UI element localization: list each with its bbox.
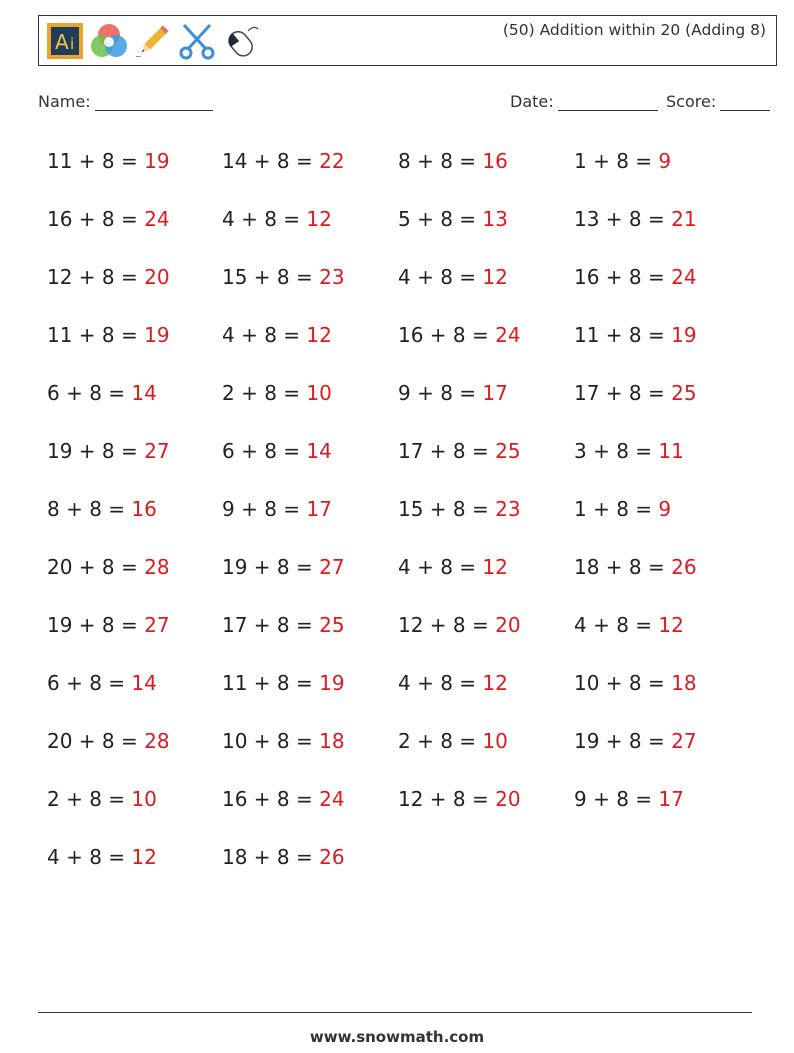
name-label: Name:	[38, 92, 91, 111]
problem-item	[398, 613, 521, 637]
problem-answer: 16	[482, 149, 508, 173]
problem-answer: 17	[482, 381, 508, 405]
problem-question: 4 + 8 =	[574, 613, 659, 637]
problem-item	[47, 207, 170, 231]
problem-answer: 12	[306, 207, 332, 231]
score-line[interactable]	[720, 92, 770, 111]
problem-question: 17 + 8 =	[574, 381, 672, 405]
problem-question: 1 + 8 =	[574, 497, 659, 521]
problem-item	[398, 381, 508, 405]
problem-answer: 22	[319, 149, 345, 173]
worksheet-title: (50) Addition within 20 (Adding 8)	[502, 21, 766, 39]
problem-item	[398, 207, 508, 231]
problem-item	[222, 323, 332, 347]
problem-answer: 12	[482, 671, 508, 695]
problem-answer: 10	[306, 381, 332, 405]
problem-question: 17 + 8 =	[398, 439, 496, 463]
problem-item	[574, 729, 697, 753]
problem-answer: 21	[671, 207, 697, 231]
problem-question: 4 + 8 =	[398, 671, 483, 695]
problem-question: 15 + 8 =	[222, 265, 320, 289]
problem-answer: 18	[319, 729, 345, 753]
problem-item	[222, 555, 345, 579]
svg-text:A: A	[55, 30, 69, 54]
problem-question: 15 + 8 =	[398, 497, 496, 521]
problem-question: 4 + 8 =	[222, 207, 307, 231]
name-line[interactable]	[95, 92, 213, 111]
problem-item	[398, 149, 508, 173]
problem-answer: 27	[144, 613, 170, 637]
problem-item	[574, 323, 697, 347]
problem-answer: 28	[144, 729, 170, 753]
problem-question: 11 + 8 =	[47, 323, 145, 347]
problem-answer: 11	[658, 439, 684, 463]
problem-answer: 12	[482, 555, 508, 579]
problem-answer: 12	[482, 265, 508, 289]
problem-question: 8 + 8 =	[47, 497, 132, 521]
problem-answer: 19	[319, 671, 345, 695]
problem-item	[574, 207, 697, 231]
problem-answer: 18	[671, 671, 697, 695]
color-wheel-icon	[88, 21, 130, 61]
date-label: Date:	[510, 92, 554, 111]
problem-question: 12 + 8 =	[398, 613, 496, 637]
problem-item	[47, 439, 170, 463]
problem-item	[398, 497, 521, 521]
problem-answer: 23	[495, 497, 521, 521]
problem-answer: 19	[144, 323, 170, 347]
problem-item	[398, 323, 521, 347]
problem-item	[222, 381, 332, 405]
problem-answer: 24	[671, 265, 697, 289]
problem-question: 19 + 8 =	[222, 555, 320, 579]
problem-item	[222, 613, 345, 637]
problem-item	[222, 207, 332, 231]
problem-answer: 10	[482, 729, 508, 753]
ai-icon	[44, 21, 86, 61]
problem-answer: 10	[131, 787, 157, 811]
problem-item	[47, 149, 170, 173]
scissors-icon	[176, 21, 218, 61]
problem-question: 11 + 8 =	[47, 149, 145, 173]
svg-text:~: ~	[135, 52, 142, 61]
problem-question: 14 + 8 =	[222, 149, 320, 173]
problem-answer: 25	[319, 613, 345, 637]
problem-item	[574, 265, 697, 289]
problem-answer: 23	[319, 265, 345, 289]
problem-question: 10 + 8 =	[222, 729, 320, 753]
problem-answer: 26	[671, 555, 697, 579]
problem-answer: 20	[144, 265, 170, 289]
problem-item	[47, 729, 170, 753]
problem-question: 4 + 8 =	[398, 265, 483, 289]
problem-item	[222, 787, 345, 811]
problem-item	[574, 381, 697, 405]
problem-item	[398, 671, 508, 695]
problem-item	[398, 265, 508, 289]
problem-item	[47, 323, 170, 347]
problem-item	[222, 497, 332, 521]
problem-question: 11 + 8 =	[574, 323, 672, 347]
problem-item	[574, 149, 671, 173]
problem-item	[47, 555, 170, 579]
score-label: Score:	[666, 92, 717, 111]
problem-question: 4 + 8 =	[222, 323, 307, 347]
problem-answer: 24	[144, 207, 170, 231]
problem-question: 13 + 8 =	[574, 207, 672, 231]
problem-item	[47, 845, 157, 869]
problem-answer: 24	[495, 323, 521, 347]
problem-question: 9 + 8 =	[222, 497, 307, 521]
problem-item	[47, 497, 157, 521]
name-field[interactable]	[38, 92, 213, 111]
problem-item	[574, 787, 684, 811]
problem-question: 5 + 8 =	[398, 207, 483, 231]
problem-question: 3 + 8 =	[574, 439, 659, 463]
problem-question: 16 + 8 =	[574, 265, 672, 289]
problem-answer: 9	[658, 149, 672, 173]
problem-question: 6 + 8 =	[47, 671, 132, 695]
problem-question: 1 + 8 =	[574, 149, 659, 173]
problem-question: 12 + 8 =	[47, 265, 145, 289]
problem-answer: 14	[131, 381, 157, 405]
problem-question: 6 + 8 =	[222, 439, 307, 463]
problem-answer: 24	[319, 787, 345, 811]
problem-item	[47, 265, 170, 289]
problem-answer: 20	[495, 787, 521, 811]
score-field[interactable]	[666, 92, 770, 111]
problem-item	[574, 613, 684, 637]
problem-question: 6 + 8 =	[47, 381, 132, 405]
footer-url: www.snowmath.com	[309, 1028, 485, 1046]
problem-answer: 17	[306, 497, 332, 521]
problem-answer: 12	[306, 323, 332, 347]
problem-question: 18 + 8 =	[574, 555, 672, 579]
problem-answer: 25	[671, 381, 697, 405]
problem-item	[47, 613, 170, 637]
problem-question: 16 + 8 =	[222, 787, 320, 811]
problem-answer: 19	[144, 149, 170, 173]
problem-question: 19 + 8 =	[47, 613, 145, 637]
problem-question: 19 + 8 =	[574, 729, 672, 753]
problem-item	[398, 439, 521, 463]
problem-question: 9 + 8 =	[398, 381, 483, 405]
problem-question: 10 + 8 =	[574, 671, 672, 695]
problem-item	[398, 729, 508, 753]
problem-item	[574, 439, 684, 463]
problem-item	[398, 787, 521, 811]
problem-question: 20 + 8 =	[47, 555, 145, 579]
problem-item	[574, 497, 671, 521]
problem-item	[222, 845, 345, 869]
problem-question: 11 + 8 =	[222, 671, 320, 695]
problem-question: 19 + 8 =	[47, 439, 145, 463]
problem-answer: 12	[131, 845, 157, 869]
problem-question: 12 + 8 =	[398, 787, 496, 811]
problem-answer: 28	[144, 555, 170, 579]
problem-answer: 19	[671, 323, 697, 347]
problem-question: 16 + 8 =	[47, 207, 145, 231]
problem-item	[222, 729, 345, 753]
problem-item	[47, 787, 157, 811]
problem-item	[574, 555, 697, 579]
mouse-icon	[220, 21, 262, 61]
date-line[interactable]	[558, 92, 658, 111]
footer-divider	[38, 1012, 752, 1013]
problem-answer: 27	[319, 555, 345, 579]
problem-answer: 9	[658, 497, 672, 521]
date-field[interactable]	[510, 92, 658, 111]
problem-question: 16 + 8 =	[398, 323, 496, 347]
problem-item	[574, 671, 697, 695]
problem-answer: 14	[306, 439, 332, 463]
problem-question: 4 + 8 =	[398, 555, 483, 579]
problem-answer: 14	[131, 671, 157, 695]
problem-question: 8 + 8 =	[398, 149, 483, 173]
pencil-icon	[132, 21, 174, 61]
problem-question: 9 + 8 =	[574, 787, 659, 811]
problem-question: 2 + 8 =	[222, 381, 307, 405]
problem-question: 4 + 8 =	[47, 845, 132, 869]
problem-answer: 20	[495, 613, 521, 637]
header-box	[38, 15, 777, 66]
problem-answer: 13	[482, 207, 508, 231]
problem-question: 2 + 8 =	[47, 787, 132, 811]
problem-item	[222, 671, 345, 695]
problem-question: 20 + 8 =	[47, 729, 145, 753]
icon-bar	[44, 21, 262, 61]
problem-item	[398, 555, 508, 579]
problem-question: 17 + 8 =	[222, 613, 320, 637]
problem-answer: 17	[658, 787, 684, 811]
svg-text:i: i	[70, 35, 75, 53]
problem-question: 2 + 8 =	[398, 729, 483, 753]
problem-answer: 27	[671, 729, 697, 753]
problem-answer: 16	[131, 497, 157, 521]
problem-item	[222, 439, 332, 463]
problem-item	[222, 149, 345, 173]
problem-question: 18 + 8 =	[222, 845, 320, 869]
problem-answer: 27	[144, 439, 170, 463]
problem-answer: 25	[495, 439, 521, 463]
problem-answer: 12	[658, 613, 684, 637]
problem-answer: 26	[319, 845, 345, 869]
problem-item	[222, 265, 345, 289]
problem-item	[47, 671, 157, 695]
problem-item	[47, 381, 157, 405]
